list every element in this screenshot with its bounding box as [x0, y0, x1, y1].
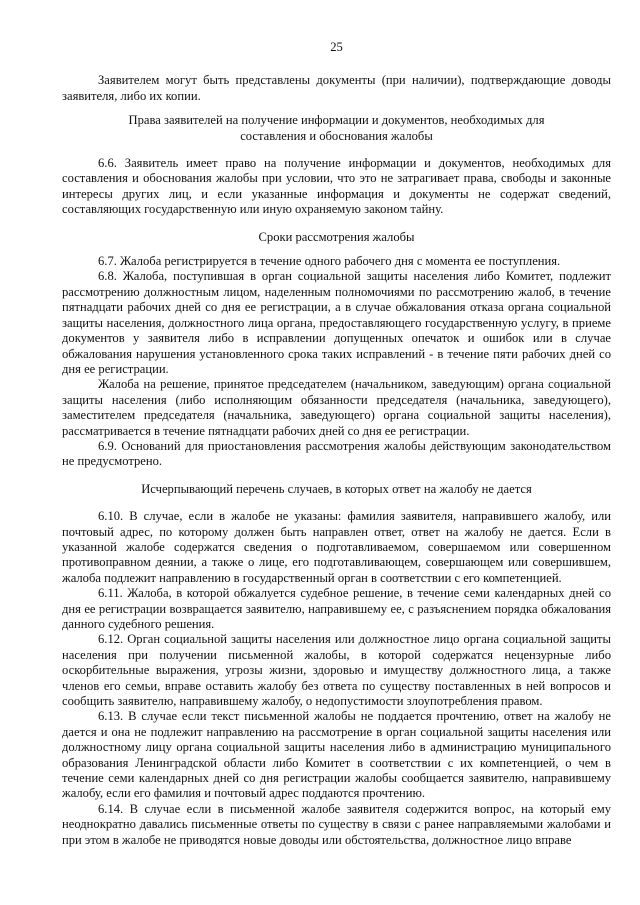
paragraph-6-14: 6.14. В случае если в письменной жалобе заявителя содержится вопрос, на который ему неоднократно давались письменные ответы по существу в связи с ранее направляемыми жалобами и при этом в жалобе не приводятся новые доводы или обстоятельства, должностное лицо вправе — [62, 801, 611, 847]
heading-no-answer-cases: Исчерпывающий перечень случаев, в которых ответ на жалобу не дается — [141, 481, 532, 496]
heading-applicant-rights: Права заявителей на получение информации и документов, необходимых для составления и обоснования жалобы — [128, 113, 545, 143]
paragraph-decision-complaint: Жалоба на решение, принятое председателем (начальником, заведующим) органа социальной защиты населения (либо исполняющим обязанности председателя (начальника, заведующего), заместителем председателя (начальника, заведующего) органа социальной защиты населения), рассматривается в течение пятнадцати рабочих дней со дня ее регистрации. — [62, 377, 611, 438]
paragraph-6-6: 6.6. Заявитель имеет право на получение информации и документов, необходимых для составления и обоснования жалобы при условии, что это не затрагивает права, свободы и законные интересы других лиц, и если указанные информация и документы не содержат сведений, составляющих государственную или иную охраняемую законом тайну. — [62, 156, 611, 217]
heading-review-terms: Сроки рассмотрения жалобы — [258, 229, 415, 244]
paragraph-6-10: 6.10. В случае, если в жалобе не указаны: фамилия заявителя, направившего жалобу, или почтовый адрес, по которому должен быть направлен ответ, ответ на жалобу не дается. Если в указанной жалобе содержатся сведения о подготавливаемом, совершаемом или совершенном противоправном деянии, а также о лице, его подготавливающем, совершающем или совершившем, жалоба подлежит направлению в государственный орган в соответствии с его компетенцией. — [62, 509, 611, 585]
paragraph-6-7: 6.7. Жалоба регистрируется в течение одного рабочего дня с момента ее поступления. — [98, 254, 561, 269]
page-number: 25 — [330, 40, 343, 54]
paragraph-6-9: 6.9. Оснований для приостановления рассмотрения жалобы действующим законодательством не предусмотрено. — [62, 438, 611, 469]
paragraph-6-11: 6.11. Жалоба, в которой обжалуется судебное решение, в течение семи календарных дней со дня ее регистрации возвращается заявителю, направившему ее, с разъяснением порядка обжалования данного судебного решения. — [62, 586, 611, 631]
paragraph-6-8: 6.8. Жалоба, поступившая в орган социальной защиты населения либо Комитет, подлежит рассмотрению должностным лицом, наделенным полномочиями по рассмотрению жалоб, в течение пятнадцати рабочих дней со дня ее регистрации, а в случае обжалования отказа органа социальной защиты населения, должностного лица органа, предоставляющего государственную услугу, в приеме документов у заявителя либо в исправлении допущенных опечаток и ошибок или в случае обжалования нарушения установленного срока таких исправлений - в течение пяти рабочих дней со дня ее регистрации. — [62, 269, 611, 376]
paragraph-6-12: 6.12. Орган социальной защиты населения или должностное лицо органа социальной защиты населения при получении письменной жалобы, в которой содержатся нецензурные либо оскорбительные выражения, угрозы жизни, здоровью и имуществу должностного лица, а также членов его семьи, вправе оставить жалобу без ответа по существу поставленных в ней вопросов и сообщить заявителю, направившему жалобу, о недопустимости злоупотребления правом. — [62, 632, 611, 709]
paragraph-6-13: 6.13. В случае если текст письменной жалобы не поддается прочтению, ответ на жалобу не дается и она не подлежит направлению на рассмотрение в орган социальной защиты населения или должностному лицу органа социальной защиты населения либо в администрацию муниципального образования Ленинградской области либо Комитет в соответствии с их компетенцией, о чем в течение семи календарных дней со дня регистрации жалобы сообщается заявителю, направившему жалобу, если его фамилия и почтовый адрес поддаются прочтению. — [62, 709, 611, 801]
paragraph-intro: Заявителем могут быть представлены документы (при наличии), подтверждающие доводы заявителя, либо их копии. — [62, 73, 611, 103]
